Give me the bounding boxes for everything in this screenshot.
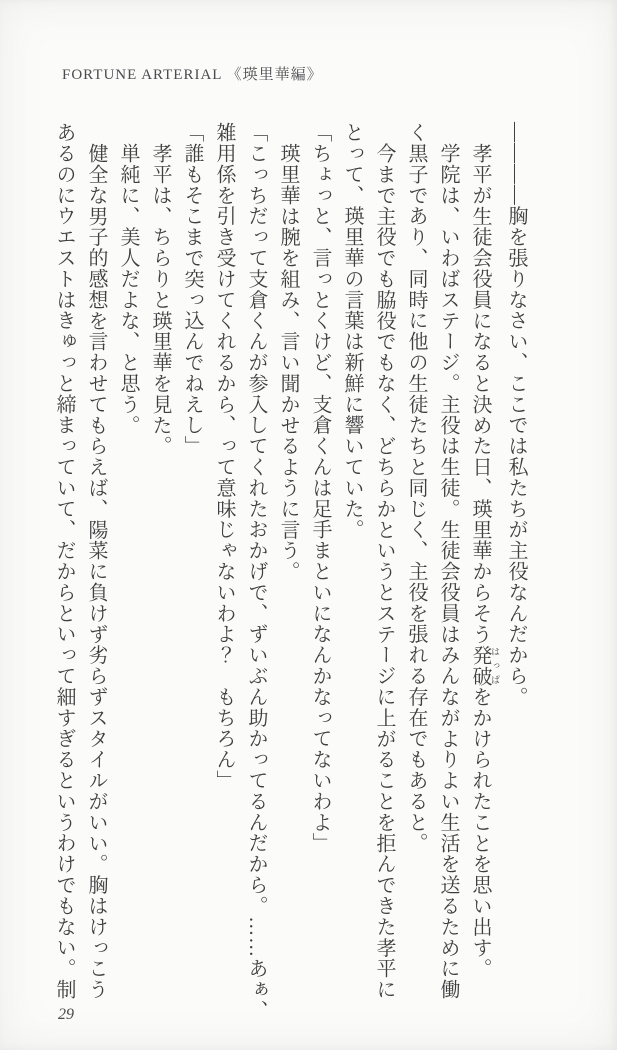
text-line: 健全な男子的感想を言わせてもらえば、陽菜に負けず劣らずスタイルがいい。胸はけっこう <box>85 143 107 1000</box>
text-line: 今まで主役でも脇役でもなく、どちらかというとステージに上がることを拒んできた孝平に <box>373 143 395 1000</box>
text-line: とって、瑛里華の言葉は新鮮に響いていた。 <box>341 122 363 540</box>
text-line: く黒子であり、同時に他の生徒たちと同じく、主役を張れる存在でもあると。 <box>405 122 427 854</box>
text-line: 「誰もそこまで突っ込んでねえし」 <box>181 122 203 457</box>
text-line: あるのにウエストはきゅっと締まっていて、だからといって細すぎるというわけでもない。制 <box>53 122 75 1000</box>
running-header: FORTUNE ARTERIAL 《瑛里華編》 <box>62 67 323 83</box>
text-line: ――――胸を張りなさい、ここでは私たちが主役なんだから。 <box>505 122 527 708</box>
page-number: 29 <box>58 1006 74 1023</box>
text-line: 瑛里華は腕を組み、言い聞かせるように言う。 <box>277 143 299 582</box>
furigana: 発破 はっぱ <box>469 644 500 687</box>
text-line: 「こっちだって支倉くんが参入してくれたおかげで、ずいぶん助かってるんだから。……あぁ、 <box>245 122 267 1021</box>
text-line: 単純に、美人だよな、と思う。 <box>117 143 139 436</box>
text-line: 孝平が生徒会役員になると決めた日、瑛里華からそう発破 はっぱをかけられたことを思い出す。 <box>469 143 500 980</box>
text-line: 「ちょっと、言っとくけど、支倉くんは足手まといになんかなってないわよ」 <box>309 122 331 854</box>
text-body <box>48 122 532 1034</box>
text-line: 孝平は、ちらりと瑛里華を見た。 <box>149 143 171 457</box>
text-line: 学院は、いわばステージ。主役は生徒。生徒会役員はみんながよりよい生活を送るために働 <box>437 143 459 1000</box>
text-line: 雑用係を引き受けてくれるから、って意味じゃないわよ？ もちろん」 <box>213 122 235 791</box>
